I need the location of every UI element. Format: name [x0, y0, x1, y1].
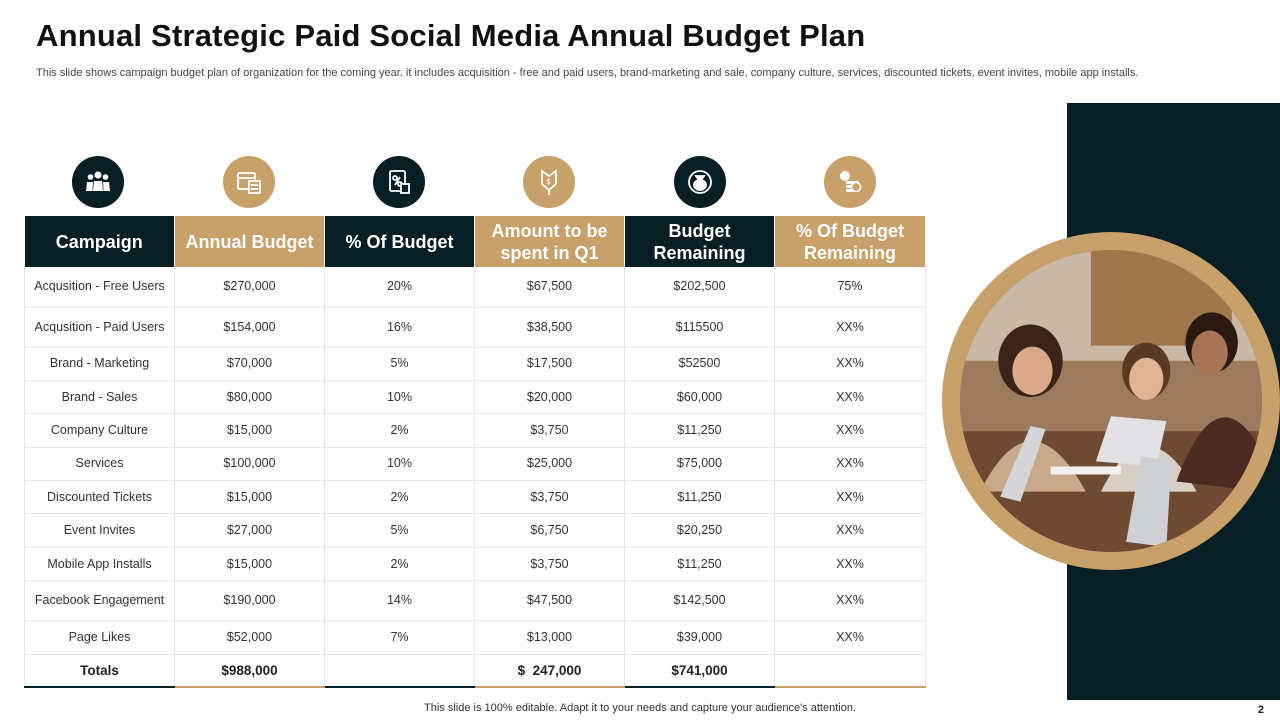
cell-annual-budget: $15,000 — [175, 547, 325, 580]
slide-title: Annual Strategic Paid Social Media Annual Budget Plan — [36, 18, 866, 53]
page-number: 2 — [1257, 704, 1264, 716]
cell-budget-remaining: $115500 — [625, 307, 775, 347]
cell-annual-budget: $70,000 — [175, 347, 325, 380]
cell-percent-budget: 5% — [325, 514, 475, 547]
cell-percent-budget: 14% — [325, 581, 475, 621]
header-budget-remaining: Budget Remaining — [625, 216, 775, 267]
team-icon — [72, 156, 124, 208]
cell-annual-budget: $154,000 — [175, 307, 325, 347]
cell-percent-budget: 10% — [325, 380, 475, 413]
totals-annual-budget: $988,000 — [175, 654, 325, 687]
cell-percent-remaining: XX% — [775, 307, 926, 347]
totals-percent-remaining — [775, 654, 926, 687]
coin-stack-icon — [824, 156, 876, 208]
money-bag-icon — [674, 156, 726, 208]
cell-percent-remaining: 75% — [775, 267, 926, 307]
team-meeting-photo — [960, 250, 1262, 552]
svg-text:$: $ — [546, 177, 552, 186]
header-percent-remaining: % Of Budget Remaining — [775, 216, 926, 267]
totals-row — [25, 654, 926, 687]
cell-annual-budget: $27,000 — [175, 514, 325, 547]
cell-budget-remaining: $11,250 — [625, 547, 775, 580]
cell-percent-budget: 20% — [325, 267, 475, 307]
cell-percent-budget: 2% — [325, 414, 475, 447]
cell-annual-budget: $190,000 — [175, 581, 325, 621]
table-row — [25, 347, 926, 380]
cell-campaign: Acqusition - Paid Users — [25, 307, 175, 347]
table-header-row — [25, 216, 926, 267]
header-campaign: Campaign — [25, 216, 175, 267]
percent-document-icon — [373, 156, 425, 208]
cell-budget-remaining: $20,250 — [625, 514, 775, 547]
cell-budget-remaining: $75,000 — [625, 447, 775, 480]
table-row — [25, 621, 926, 654]
cell-campaign: Services — [25, 447, 175, 480]
cell-amount-q1: $25,000 — [475, 447, 625, 480]
cell-campaign: Discounted Tickets — [25, 481, 175, 514]
cell-campaign: Brand - Marketing — [25, 347, 175, 380]
cell-budget-remaining: $52500 — [625, 347, 775, 380]
cell-budget-remaining: $39,000 — [625, 621, 775, 654]
cell-amount-q1: $67,500 — [475, 267, 625, 307]
table-row — [25, 581, 926, 621]
cell-budget-remaining: $11,250 — [625, 414, 775, 447]
cell-amount-q1: $3,750 — [475, 414, 625, 447]
cell-amount-q1: $47,500 — [475, 581, 625, 621]
cell-campaign: Brand - Sales — [25, 380, 175, 413]
footer-note: This slide is 100% editable. Adapt it to your needs and capture your audience's attention. — [424, 702, 856, 714]
cell-budget-remaining: $142,500 — [625, 581, 775, 621]
cell-percent-remaining: XX% — [775, 380, 926, 413]
table-row — [25, 481, 926, 514]
cell-amount-q1: $17,500 — [475, 347, 625, 380]
slide-subtitle: This slide shows campaign budget plan of organization for the coming year. it includes acquisition - free and paid users, brand-marketing and sale, company culture, services, discounted tickets, event invites, mobile app installs. — [36, 67, 1139, 79]
cell-percent-remaining: XX% — [775, 481, 926, 514]
cell-budget-remaining: $202,500 — [625, 267, 775, 307]
cell-campaign: Page Likes — [25, 621, 175, 654]
table-row — [25, 414, 926, 447]
cell-amount-q1: $3,750 — [475, 547, 625, 580]
budget-table — [24, 216, 926, 688]
cell-campaign: Mobile App Installs — [25, 547, 175, 580]
totals-amount-q1: $ 247,000 — [475, 654, 625, 687]
totals-percent-budget — [325, 654, 475, 687]
totals-label: Totals — [25, 654, 175, 687]
cell-percent-budget: 2% — [325, 547, 475, 580]
cell-budget-remaining: $11,250 — [625, 481, 775, 514]
cell-percent-remaining: XX% — [775, 621, 926, 654]
cell-percent-budget: 16% — [325, 307, 475, 347]
cell-percent-remaining: XX% — [775, 547, 926, 580]
cell-amount-q1: $38,500 — [475, 307, 625, 347]
header-percent-of-budget: % Of Budget — [325, 216, 475, 267]
cell-annual-budget: $52,000 — [175, 621, 325, 654]
cell-percent-remaining: XX% — [775, 414, 926, 447]
cell-annual-budget: $80,000 — [175, 380, 325, 413]
cell-annual-budget: $15,000 — [175, 481, 325, 514]
cell-amount-q1: $3,750 — [475, 481, 625, 514]
header-amount-q1: Amount to be spent in Q1 — [475, 216, 625, 267]
cell-amount-q1: $6,750 — [475, 514, 625, 547]
cell-annual-budget: $15,000 — [175, 414, 325, 447]
totals-budget-remaining: $741,000 — [625, 654, 775, 687]
calendar-calculator-icon — [223, 156, 275, 208]
table-row — [25, 547, 926, 580]
cell-percent-remaining: XX% — [775, 514, 926, 547]
cell-campaign: Event Invites — [25, 514, 175, 547]
table-row — [25, 447, 926, 480]
cell-percent-budget: 2% — [325, 481, 475, 514]
cell-amount-q1: $13,000 — [475, 621, 625, 654]
cell-annual-budget: $270,000 — [175, 267, 325, 307]
cell-budget-remaining: $60,000 — [625, 380, 775, 413]
cell-percent-budget: 5% — [325, 347, 475, 380]
cell-percent-budget: 7% — [325, 621, 475, 654]
table-row — [25, 380, 926, 413]
cell-campaign: Company Culture — [25, 414, 175, 447]
cell-annual-budget: $100,000 — [175, 447, 325, 480]
cell-amount-q1: $20,000 — [475, 380, 625, 413]
table-row — [25, 267, 926, 307]
money-down-icon — [523, 156, 575, 208]
cell-campaign: Acqusition - Free Users — [25, 267, 175, 307]
cell-campaign: Facebook Engagement — [25, 581, 175, 621]
table-row — [25, 307, 926, 347]
cell-percent-budget: 10% — [325, 447, 475, 480]
cell-percent-remaining: XX% — [775, 447, 926, 480]
cell-percent-remaining: XX% — [775, 347, 926, 380]
header-annual-budget: Annual Budget — [175, 216, 325, 267]
table-row — [25, 514, 926, 547]
cell-percent-remaining: XX% — [775, 581, 926, 621]
